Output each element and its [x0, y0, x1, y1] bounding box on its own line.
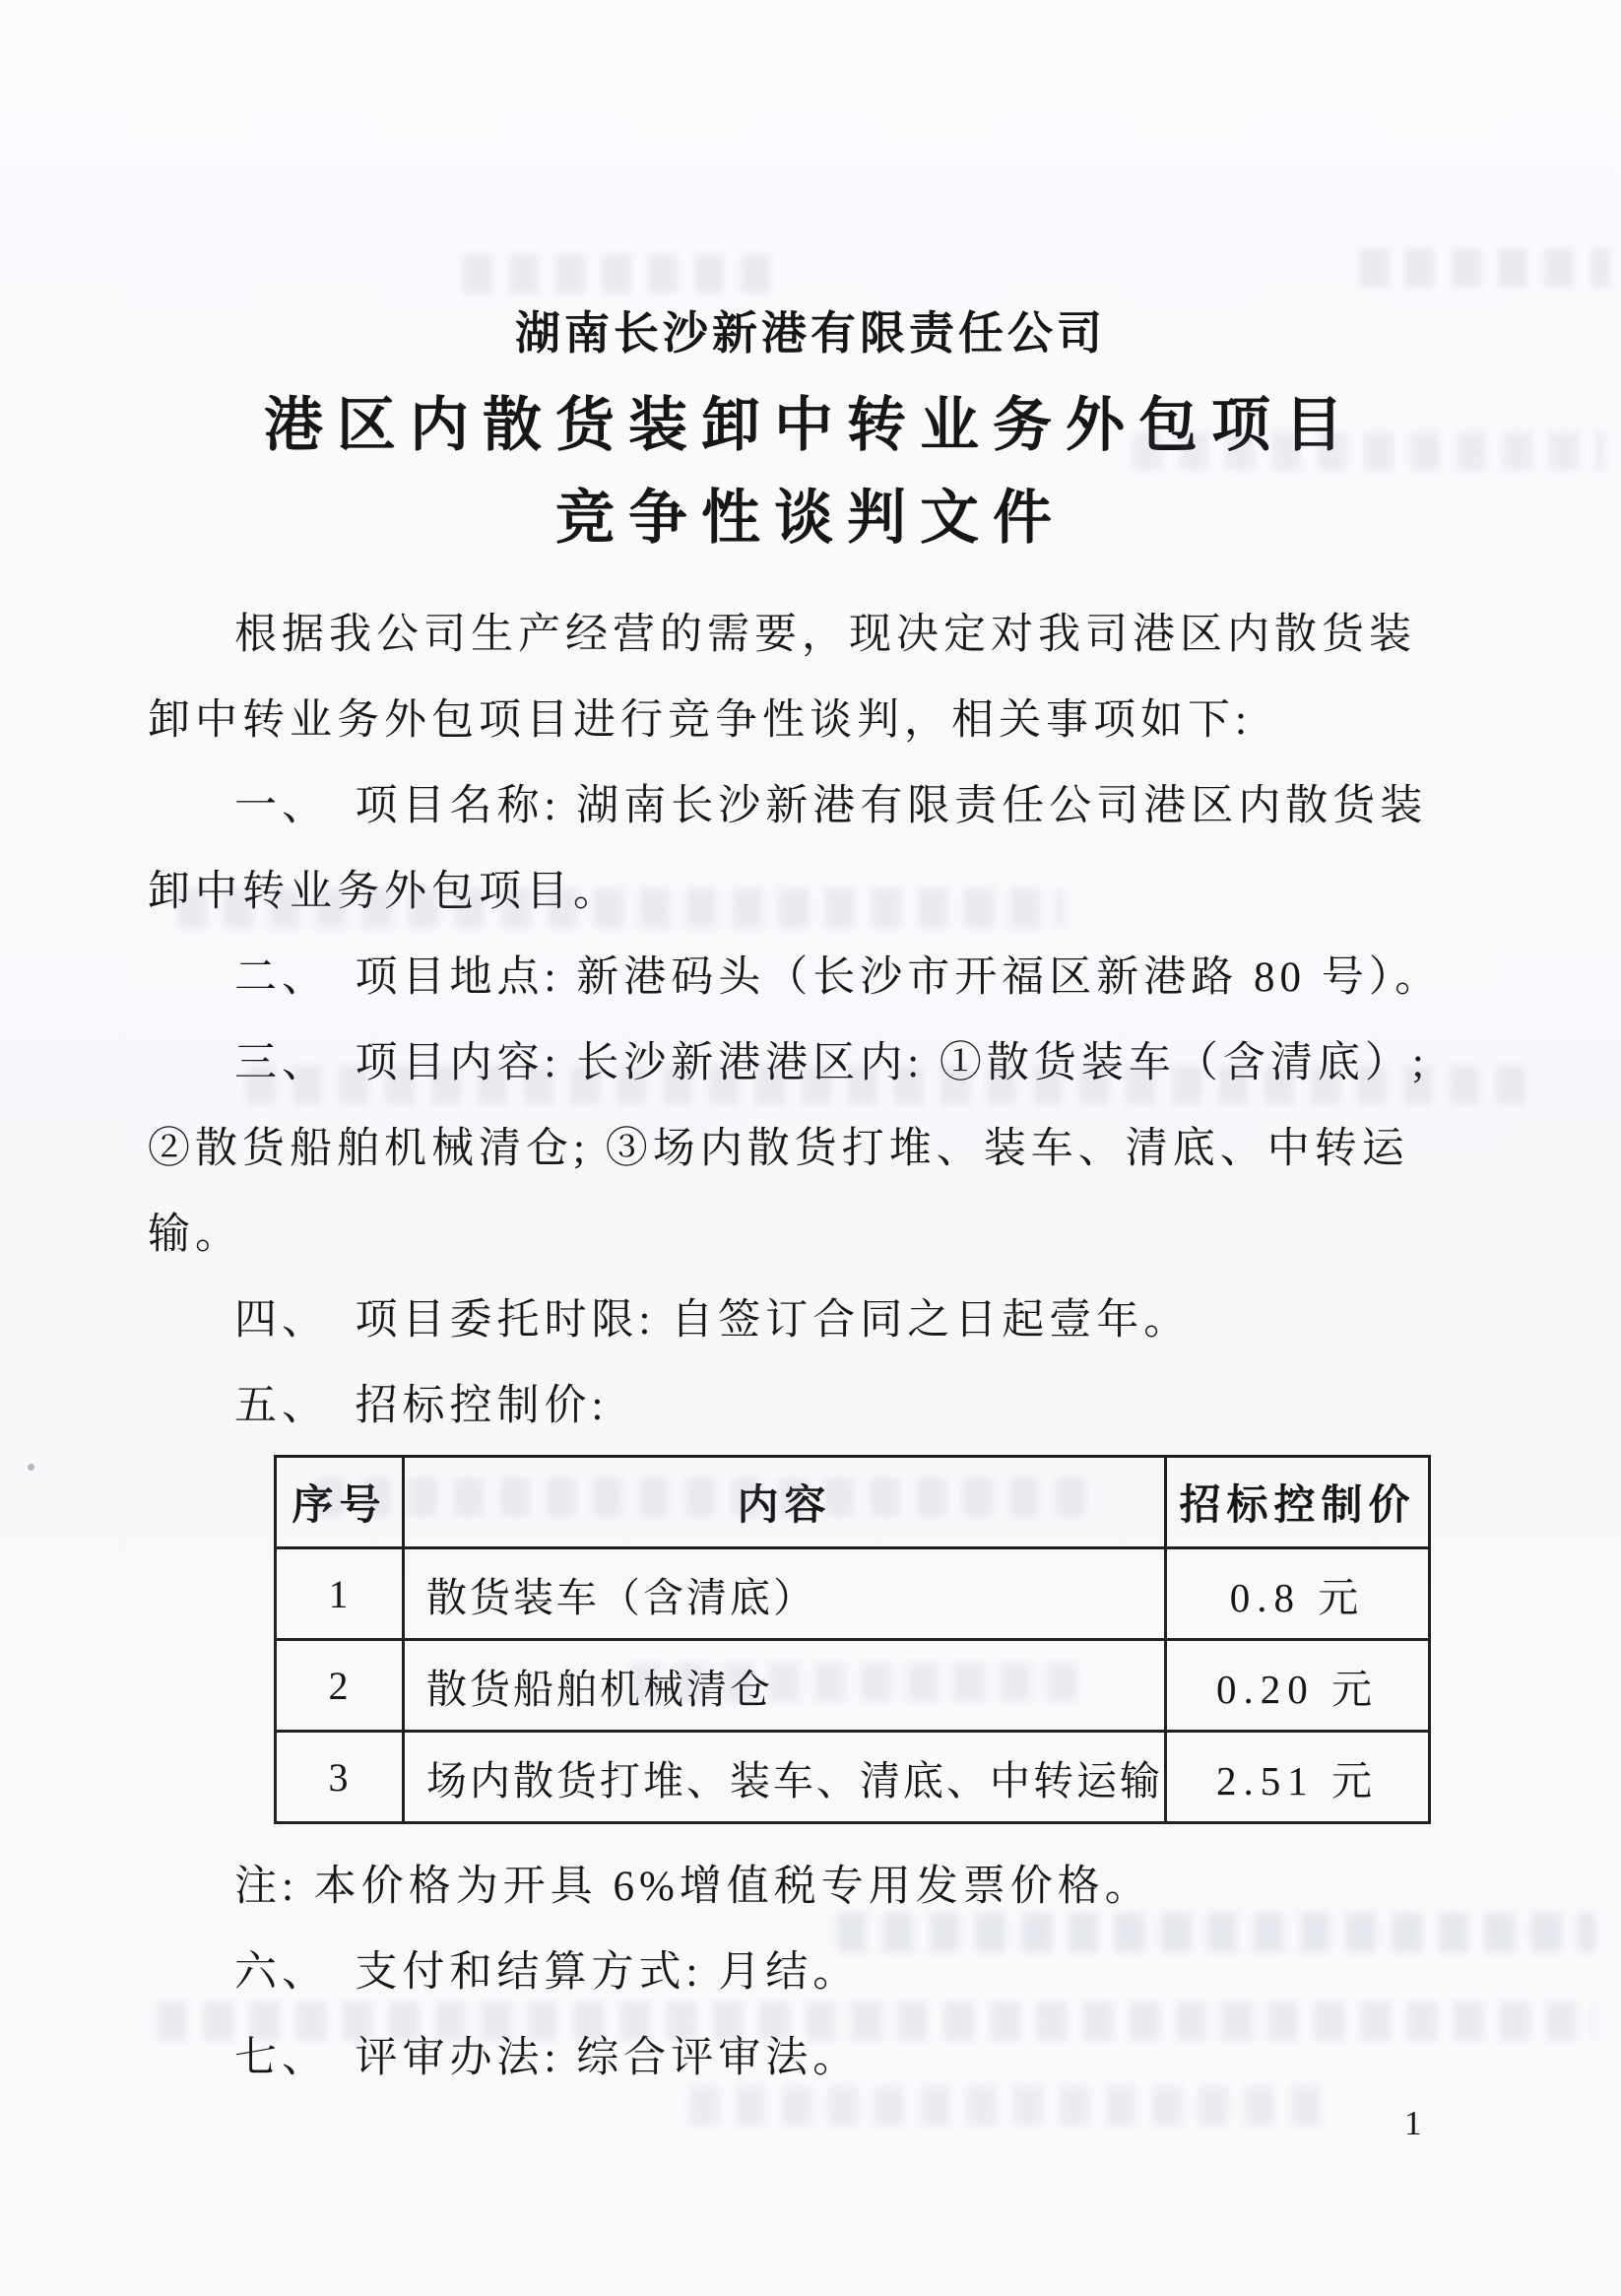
table-row [276, 1640, 1430, 1732]
cell-row-price: 2.51 元 [1166, 1732, 1430, 1823]
table-row [276, 1548, 1430, 1640]
cell-row-price: 0.20 元 [1166, 1640, 1430, 1732]
page-number: 1 [1404, 2104, 1422, 2142]
document-type-title: 竞争性谈判文件 [555, 486, 1066, 551]
note-line: 注: 本价格为开具 6%增值税专用发票价格。 [234, 1864, 1152, 1910]
control-price-table [274, 1455, 1431, 1824]
body-line-section-1: 一、 项目名称: 湖南长沙新港有限责任公司港区内散货装 [234, 783, 1428, 829]
cell-row-no: 2 [276, 1640, 404, 1732]
document-body [148, 592, 1493, 2101]
cell-row-price: 0.8 元 [1166, 1548, 1430, 1640]
cell-row-content: 场内散货打堆、装车、清底、中转运输 [404, 1732, 1166, 1823]
column-header-price: 招标控制价 [1166, 1457, 1430, 1548]
cell-row-no: 1 [276, 1548, 404, 1640]
project-name-title: 港区内散货装卸中转业务外包项目 [264, 393, 1357, 458]
body-line-section-4: 四、 项目委托时限: 自签订合同之日起壹年。 [234, 1297, 1192, 1344]
body-line: 卸中转业务外包项目。 [148, 869, 620, 915]
body-line: ②散货船舶机械清仓; ③场内散货打堆、装车、清底、中转运 [148, 1126, 1409, 1172]
body-line-section-3: 三、 项目内容: 长沙新港港区内: ①散货装车（含清底）; [234, 1040, 1429, 1086]
cell-row-content: 散货船舶机械清仓 [404, 1640, 1166, 1732]
column-header-no: 序号 [276, 1457, 404, 1548]
cell-row-content: 散货装车（含清底） [404, 1548, 1166, 1640]
body-line: 输。 [148, 1212, 242, 1258]
body-line: 卸中转业务外包项目进行竞争性谈判，相关事项如下: [148, 697, 1252, 744]
document-title-block [0, 0, 1621, 564]
table-header-row [276, 1457, 1430, 1548]
company-name-title: 湖南长沙新港有限责任公司 [515, 308, 1106, 359]
body-line-section-7: 七、 评审办法: 综合评审法。 [234, 2035, 861, 2081]
body-line-section-2: 二、 项目地点: 新港码头（长沙市开福区新港路 80 号）。 [234, 954, 1443, 1001]
table-row [276, 1732, 1430, 1823]
body-line: 根据我公司生产经营的需要，现决定对我司港区内散货装 [234, 612, 1416, 658]
cell-row-no: 3 [276, 1732, 404, 1823]
body-line-section-6: 六、 支付和结算方式: 月结。 [234, 1949, 861, 1996]
body-line-section-5: 五、 招标控制价: [234, 1383, 609, 1429]
column-header-content: 内容 [404, 1457, 1166, 1548]
scan-dust-speck [28, 1464, 34, 1471]
document-footer-lines [148, 1844, 1493, 2101]
